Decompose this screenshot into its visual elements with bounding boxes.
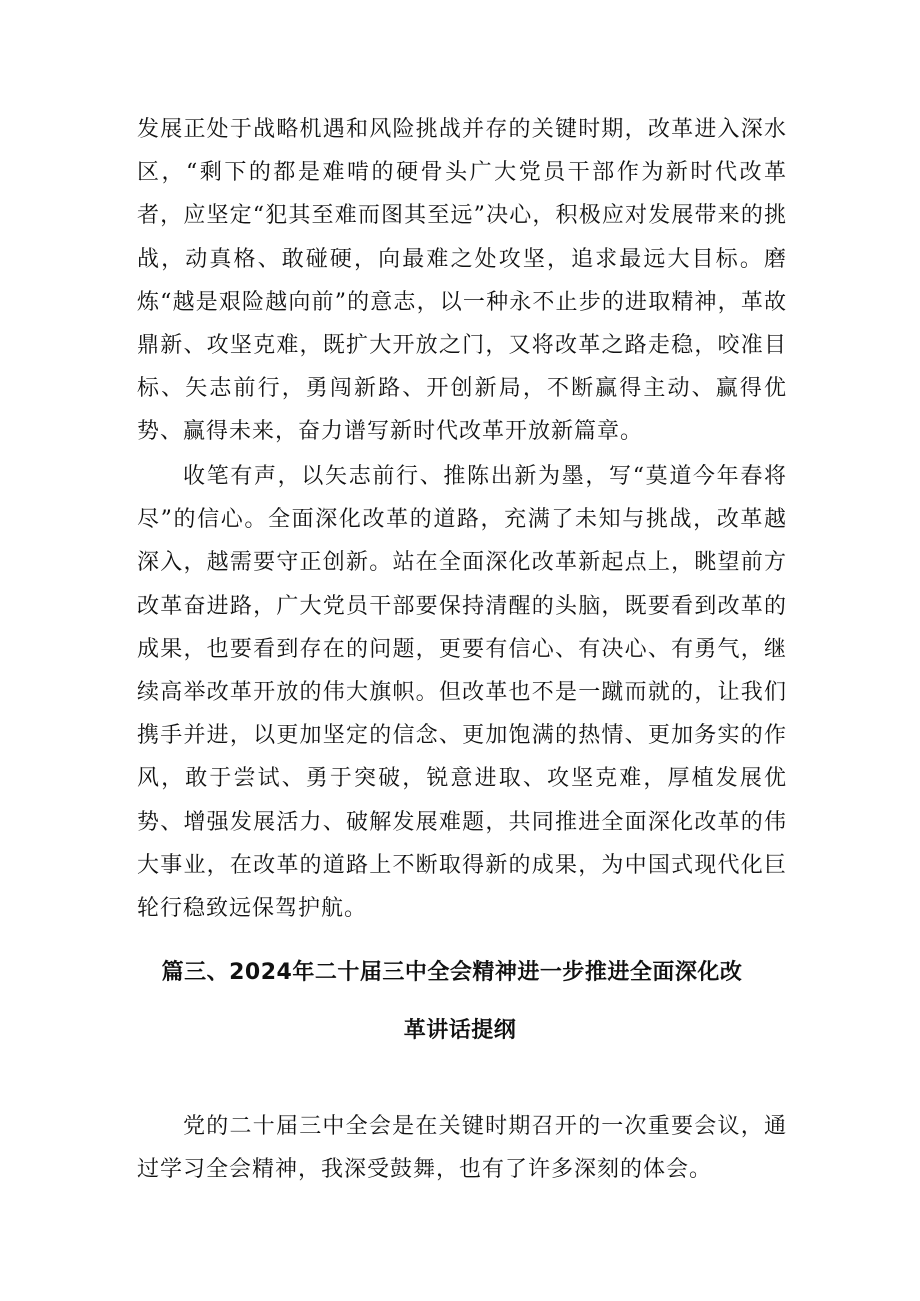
paragraph-text: 发展正处于战略机遇和风险挑战并存的关键时期，改革进入深水区，“剩下的都是难啃的硬骨头广大党员干部作为新时代改革者，应坚定“犯其至难而图其至远”决心，积极应对发展带来的挑战，动真格、敢碰硬，向最难之处攻坚，追求最远大目标。磨炼“越是艰险越向前”的意志，以一种永不止步的进取精神，革故鼎新、攻坚克难，既扩大开放之门，又将改革之路走稳，咬准目标、矢志前行，勇闯新路、开创新局，不断赢得主动、赢得优势、赢得未来，奋力谱写新时代改革开放新篇章。 — [137, 117, 787, 445]
paragraph-text: 收笔有声，以矢志前行、推陈出新为墨，写“莫道今年春将尽”的信心。全面深化改革的道路，充满了未知与挑战，改革越深入，越需要守正创新。站在全面深化改革新起点上，眺望前方改革奋进路，广大党员干部要保持清醒的头脑，既要看到改革的成果，也要看到存在的问题，更要有信心、有决心、有勇气，继续高举改革开放的伟大旗帜。但改革也不是一蹴而就的，让我们携手并进，以更加坚定的信念、更加饱满的热情、更加务实的作风，敢于尝试、勇于突破，锐意进取、攻坚克难，厚植发展优势、增强发展活力、破解发展难题，共同推进全面深化改革的伟大事业，在改革的道路上不断取得新的成果，为中国式现代化巨轮行稳致远保驾护航。 — [137, 464, 787, 922]
body-paragraph — [137, 455, 787, 930]
body-paragraph — [137, 108, 787, 454]
section-heading-line-1: 篇三、2024年二十届三中全会精神进一步推进全面深化改 — [161, 960, 743, 985]
body-paragraph — [137, 1105, 787, 1191]
section-heading-line-2: 革讲话提纲 — [403, 1018, 517, 1043]
paragraph-text: 党的二十届三中全会是在关键时期召开的一次重要会议，通过学习全会精神，我深受鼓舞，也有了许多深刻的体会。 — [137, 1114, 787, 1183]
